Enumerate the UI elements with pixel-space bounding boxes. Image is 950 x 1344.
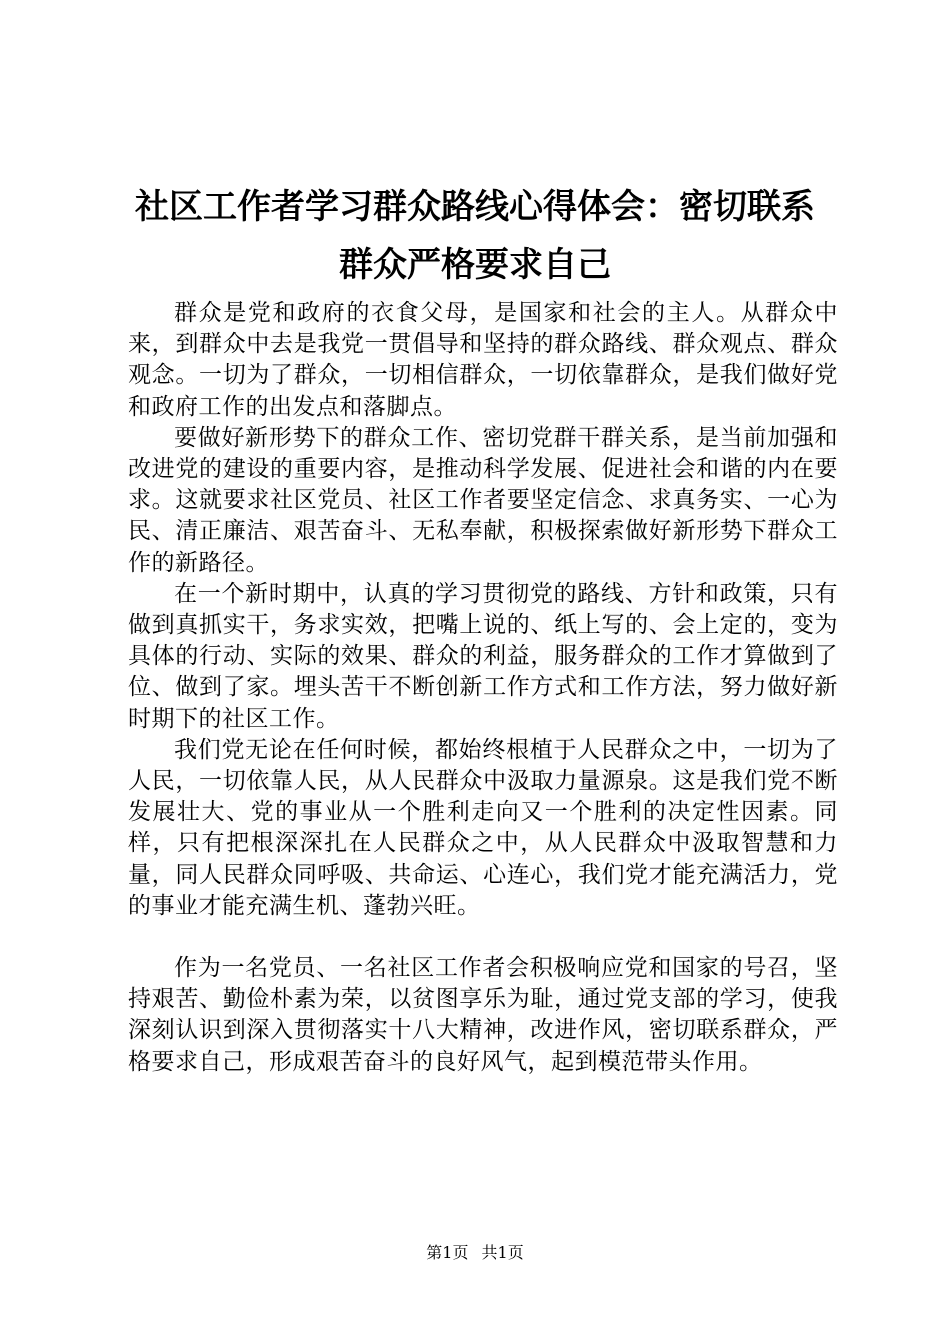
- page-number-current: 第1页: [426, 1243, 469, 1262]
- paragraph-3: 在一个新时期中，认真的学习贯彻党的路线、方针和政策，只有做到真抓实干，务求实效，把嘴上说的、纸上写的、会上定的，变为具体的行动、实际的效果、群众的利益，服务群众的工作才算做到了位、做到了家。埋头苦干不断创新工作方式和工作方法，努力做好新时期下的社区工作。: [128, 580, 838, 732]
- page-number-total: 共1页: [481, 1243, 524, 1262]
- paragraph-4: 我们党无论在任何时候，都始终根植于人民群众之中，一切为了人民，一切依靠人民，从人民群众中汲取力量源泉。这是我们党不断发展壮大、党的事业从一个胜利走向又一个胜利的决定性因素。同样，只有把根深深扎在人民群众之中，从人民群众中汲取智慧和力量，同人民群众同呼吸、共命运、心连心，我们党才能充满活力，党的事业才能充满生机、蓬勃兴旺。: [128, 736, 838, 919]
- document-body: [128, 298, 838, 1078]
- paragraph-1: 群众是党和政府的衣食父母，是国家和社会的主人。从群众中来，到群众中去是我党一贯倡导和坚持的群众路线、群众观点、群众观念。一切为了群众，一切相信群众，一切依靠群众，是我们做好党和政府工作的出发点和落脚点。: [128, 300, 838, 420]
- title-line-1: 社区工作者学习群众路线心得体会：密切联系: [135, 187, 815, 227]
- document-title: [110, 178, 840, 294]
- page-footer: [0, 1242, 950, 1264]
- paragraph-5: 作为一名党员、一名社区工作者会积极响应党和国家的号召，坚持艰苦、勤俭朴素为荣，以贫图享乐为耻，通过党支部的学习，使我深刻认识到深入贯彻落实十八大精神，改进作风，密切联系群众，严格要求自己，形成艰苦奋斗的良好风气，起到模范带头作用。: [128, 955, 838, 1075]
- paragraph-2: 要做好新形势下的群众工作、密切党群干群关系，是当前加强和改进党的建设的重要内容，是推动科学发展、促进社会和谐的内在要求。这就要求社区党员、社区工作者要坚定信念、求真务实、一心为民、清正廉洁、艰苦奋斗、无私奉献，积极探索做好新形势下群众工作的新路径。: [128, 424, 838, 576]
- paragraph-spacer: [128, 922, 838, 953]
- title-line-2: 群众严格要求自己: [339, 245, 611, 285]
